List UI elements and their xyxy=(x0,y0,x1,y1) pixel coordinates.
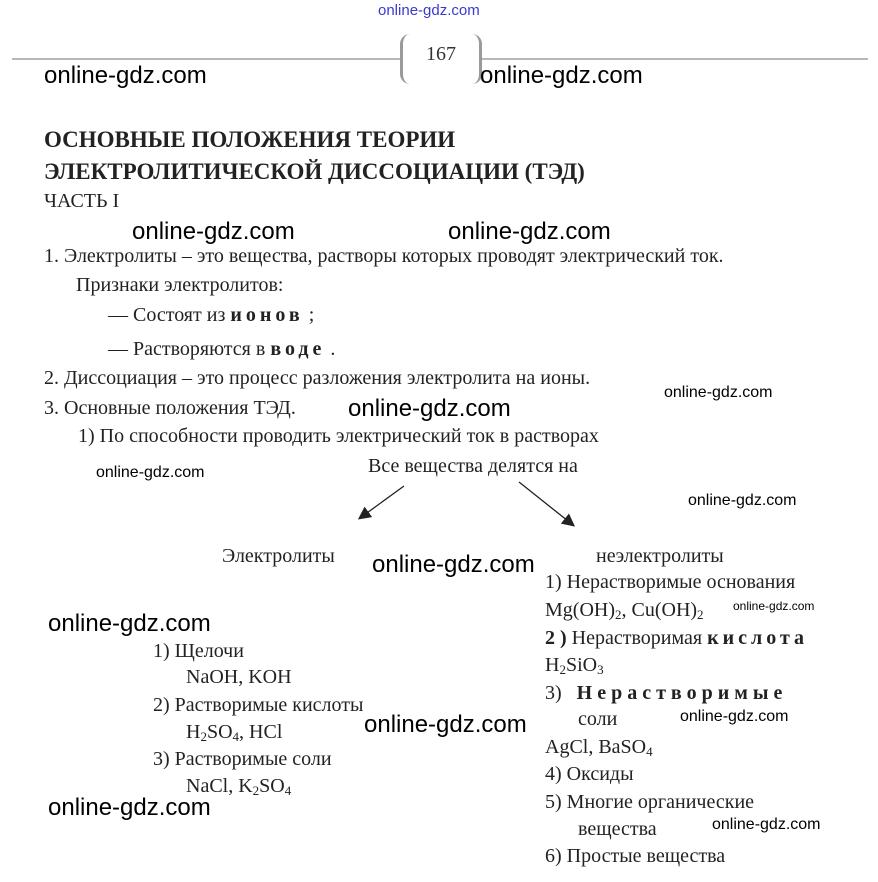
arrow-left xyxy=(360,486,404,518)
formula-part: SO xyxy=(259,775,285,797)
nonelectrolyte-salts-rest: соли xyxy=(578,708,618,730)
watermark: online-gdz.com xyxy=(680,708,789,725)
sign-2-word: воде xyxy=(270,338,326,360)
item-number: 2 ) xyxy=(545,627,567,649)
watermark: online-gdz.com xyxy=(48,610,211,637)
nonelectrolyte-salts-formula xyxy=(545,736,653,759)
nonelectrolyte-salts xyxy=(545,682,787,705)
formula-part: SiO xyxy=(565,654,598,676)
sign-1-post: ; xyxy=(303,304,315,326)
watermark: online-gdz.com xyxy=(664,384,773,401)
nonelectrolyte-acid-text: Нерастворимая xyxy=(566,627,708,649)
formula-sub: 4 xyxy=(284,783,292,798)
nonelectrolyte-salts-word: Нерастворимые xyxy=(576,682,788,704)
watermark: online-gdz.com xyxy=(348,395,511,422)
title-line-2: ЭЛЕКТРОЛИТИЧЕСКОЙ ДИССОЦИАЦИИ (ТЭД) xyxy=(44,159,585,184)
nonelectrolyte-oxides: 4) Оксиды xyxy=(545,763,634,785)
title-line-1: ОСНОВНЫЕ ПОЛОЖЕНИЯ ТЕОРИИ xyxy=(44,127,456,152)
item-1: 1. Электролиты – это вещества, растворы которых проводят электрический ток. xyxy=(44,245,724,267)
formula-part: H xyxy=(186,721,201,743)
electrolyte-salts: 3) Растворимые соли xyxy=(153,748,332,770)
formula-part: NaCl, K xyxy=(186,775,253,797)
arrow-right xyxy=(519,482,573,525)
watermark: online-gdz.com xyxy=(733,599,815,613)
sign-1-pre: — Состоят из xyxy=(108,304,231,326)
formula-part: , HCl xyxy=(239,721,283,743)
formula-sub: 2 xyxy=(697,607,704,622)
formula-sub: 2 xyxy=(200,729,207,744)
nonelectrolyte-acid-word: кислота xyxy=(707,627,809,649)
electrolyte-acids-formula xyxy=(186,721,282,744)
sign-1-word: ионов xyxy=(230,304,304,326)
nonelectrolyte-bases: 1) Нерастворимые основания xyxy=(545,571,796,593)
nonelectrolyte-acid-formula xyxy=(545,654,604,677)
nonelectrolyte-simple: 6) Простые вещества xyxy=(545,845,726,867)
formula-part: H xyxy=(545,654,560,676)
page-number: 167 xyxy=(400,34,482,84)
item-3: 3. Основные положения ТЭД. xyxy=(44,397,296,419)
watermark-header-right: online-gdz.com xyxy=(480,62,643,89)
nonelectrolytes-heading: неэлектролиты xyxy=(596,545,724,567)
formula-part: AgCl, BaSO xyxy=(545,736,647,758)
watermark-top: online-gdz.com xyxy=(378,2,480,19)
electrolyte-alkalis: 1) Щелочи xyxy=(153,640,244,662)
nonelectrolyte-bases-formula xyxy=(545,599,704,622)
sub-item-1: 1) По способности проводить электрический ток в растворах xyxy=(78,425,599,447)
formula-sub: 4 xyxy=(232,729,240,744)
watermark: online-gdz.com xyxy=(712,816,821,833)
watermark: online-gdz.com xyxy=(132,218,295,245)
signs-label: Признаки электролитов: xyxy=(76,274,284,296)
item-number: 3) xyxy=(545,682,562,704)
watermark: online-gdz.com xyxy=(364,711,527,738)
watermark: online-gdz.com xyxy=(48,794,211,821)
watermark: online-gdz.com xyxy=(372,551,535,578)
nonelectrolyte-acid xyxy=(545,627,808,650)
watermark-header-left: online-gdz.com xyxy=(44,62,207,89)
formula-sub: 3 xyxy=(597,662,604,677)
formula-part: Mg(OH) xyxy=(545,599,615,621)
formula-sub: 4 xyxy=(646,744,653,759)
item-2: 2. Диссоциация – это процесс разложения электролита на ионы. xyxy=(44,367,591,389)
part-label: ЧАСТЬ I xyxy=(44,190,120,212)
formula-sub: 2 xyxy=(559,662,566,677)
diagram-root: Все вещества делятся на xyxy=(368,455,578,477)
electrolytes-heading: Электролиты xyxy=(222,545,335,567)
formula-sub: 2 xyxy=(615,607,622,622)
sign-2-pre: — Растворяются в xyxy=(108,338,271,360)
watermark: online-gdz.com xyxy=(96,464,205,481)
formula-part: SO xyxy=(206,721,233,743)
formula-part: , Cu(OH) xyxy=(621,599,698,621)
nonelectrolyte-organic: 5) Многие органические xyxy=(545,791,755,813)
electrolyte-acids: 2) Растворимые кислоты xyxy=(153,694,364,716)
sign-2-post: . xyxy=(325,338,336,360)
electrolyte-alkalis-formula: NaOH, KOH xyxy=(186,666,292,688)
watermark: online-gdz.com xyxy=(448,218,611,245)
formula-sub: 2 xyxy=(252,783,260,798)
nonelectrolyte-organic-2: вещества xyxy=(578,818,657,840)
watermark: online-gdz.com xyxy=(688,492,797,509)
